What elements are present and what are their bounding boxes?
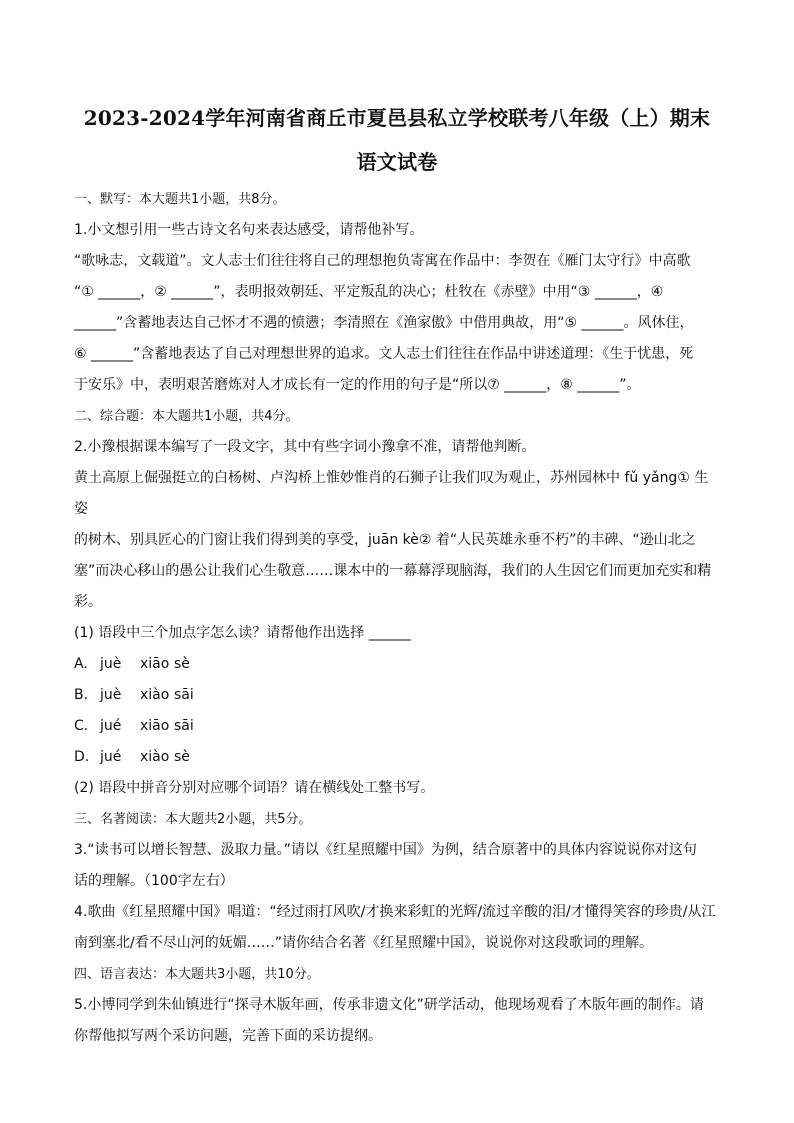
option-key: B.	[74, 687, 89, 703]
passage-line: 黄土高原上倔强挺立的白杨树、卢沟桥上惟妙惟肖的石狮子让我们叹为观止，苏州园林中 fǔ yǎng① 生姿	[74, 470, 709, 517]
sub-question-1: (1) 语段中三个加点字怎么读？请帮他作出选择 ______	[74, 625, 411, 641]
question-5-line: 5.小博同学到朱仙镇进行“探寻木版年画，传承非遗文化”研学活动，他现场观看了木版年画的制作。请	[74, 997, 704, 1013]
question-4-line: 4.歌曲《红星照耀中国》唱道：“经过雨打风吹/才换来彩虹的光辉/流过辛酸的泪/才懂得笑容的珍贵/从江	[74, 904, 716, 920]
exam-title-line1: 2023-2024学年河南省商丘市夏邑县私立学校联考八年级（上）期末	[83, 106, 711, 130]
question-1-text-line: 于安乐》中，表明艰苦磨炼对人才成长有一定的作用的句子是“所以⑦ ______，⑧ ______”。	[74, 377, 641, 393]
option-pinyin: sè	[174, 749, 190, 765]
option-pinyin: sāi	[174, 687, 194, 703]
question-2: 2.小豫根据课本编写了一段文字，其中有些字词小豫拿不准，请帮他判断。	[74, 439, 536, 455]
option-pinyin: xiào	[140, 749, 170, 765]
question-4-line: 南到塞北/看不尽山河的妩媚……”请你结合名著《红星照耀中国》，说说你对这段歌词的理解。	[74, 935, 653, 951]
option-pinyin: juè	[100, 656, 122, 672]
question-5-line: 你帮他拟写两个采访问题，完善下面的采访提纲。	[74, 1028, 382, 1044]
option-pinyin: sè	[174, 656, 190, 672]
question-3-line: 话的理解。（100字左右）	[74, 873, 234, 889]
option-pinyin: xiāo	[140, 718, 170, 734]
question-1: 1.小文想引用一些古诗文名句来表达感受，请帮他补写。	[74, 222, 424, 238]
section-heading: 一、默写：本大题共1小题，共8分。	[74, 192, 286, 207]
option-key: D.	[74, 749, 90, 765]
section-heading: 四、语言表达：本大题共3小题，共10分。	[74, 967, 320, 982]
section-heading: 二、综合题：本大题共1小题，共4分。	[74, 409, 299, 424]
option-pinyin: juè	[100, 687, 122, 703]
question-1-text-line: ⑥ ______”含蓄地表达了自己对理想世界的追求。文人志士们往往在作品中讲述道理：《生于忧患，死	[74, 346, 694, 362]
question-1-text-line: “① ______，② ______”，表明报效朝廷、平定叛乱的决心；杜牧在《赤壁》中用“③ ______，④	[74, 284, 664, 300]
option-a	[74, 649, 720, 680]
option-b	[74, 680, 720, 711]
option-key: C.	[74, 718, 89, 734]
question-1-text-line: ______”含蓄地表达自己怀才不遇的愤懑；李清照在《渔家傲》中借用典故，用“⑤ ______。风休住，	[74, 315, 694, 331]
option-c	[74, 711, 720, 742]
section-heading: 三、名著阅读：本大题共2小题，共5分。	[74, 812, 312, 827]
option-pinyin: jué	[100, 749, 122, 765]
question-3-line: 3.“读书可以增长智慧、汲取力量。”请以《红星照耀中国》为例，结合原著中的具体内容说说你对这句	[74, 842, 697, 858]
exam-content	[74, 184, 720, 1052]
passage-line: 塞”而决心移山的愚公让我们心生敬意……课本中的一幕幕浮现脑海，我们的人生因它们而更加充实和精	[74, 563, 712, 579]
question-1-text-line: “歌咏志，文载道”。文人志士们往往将自己的理想抱负寄寓在作品中：李贺在《雁门太守行》中高歌	[74, 253, 691, 269]
sub-question-2: (2) 语段中拼音分别对应哪个词语？请在横线处工整书写。	[74, 780, 435, 796]
option-pinyin: jué	[100, 718, 122, 734]
exam-title-line2: 语文试卷	[356, 150, 438, 174]
option-pinyin: xiào	[140, 687, 170, 703]
option-pinyin: xiāo	[140, 656, 170, 672]
passage-line: 的树木、别具匠心的门窗让我们得到美的享受，juān kè② 着“人民英雄永垂不朽”的丰碑、“逊山北之	[74, 532, 696, 548]
option-d	[74, 742, 720, 773]
option-key: A.	[74, 656, 88, 672]
option-pinyin: sāi	[174, 718, 194, 734]
passage-line: 彩。	[74, 594, 102, 610]
